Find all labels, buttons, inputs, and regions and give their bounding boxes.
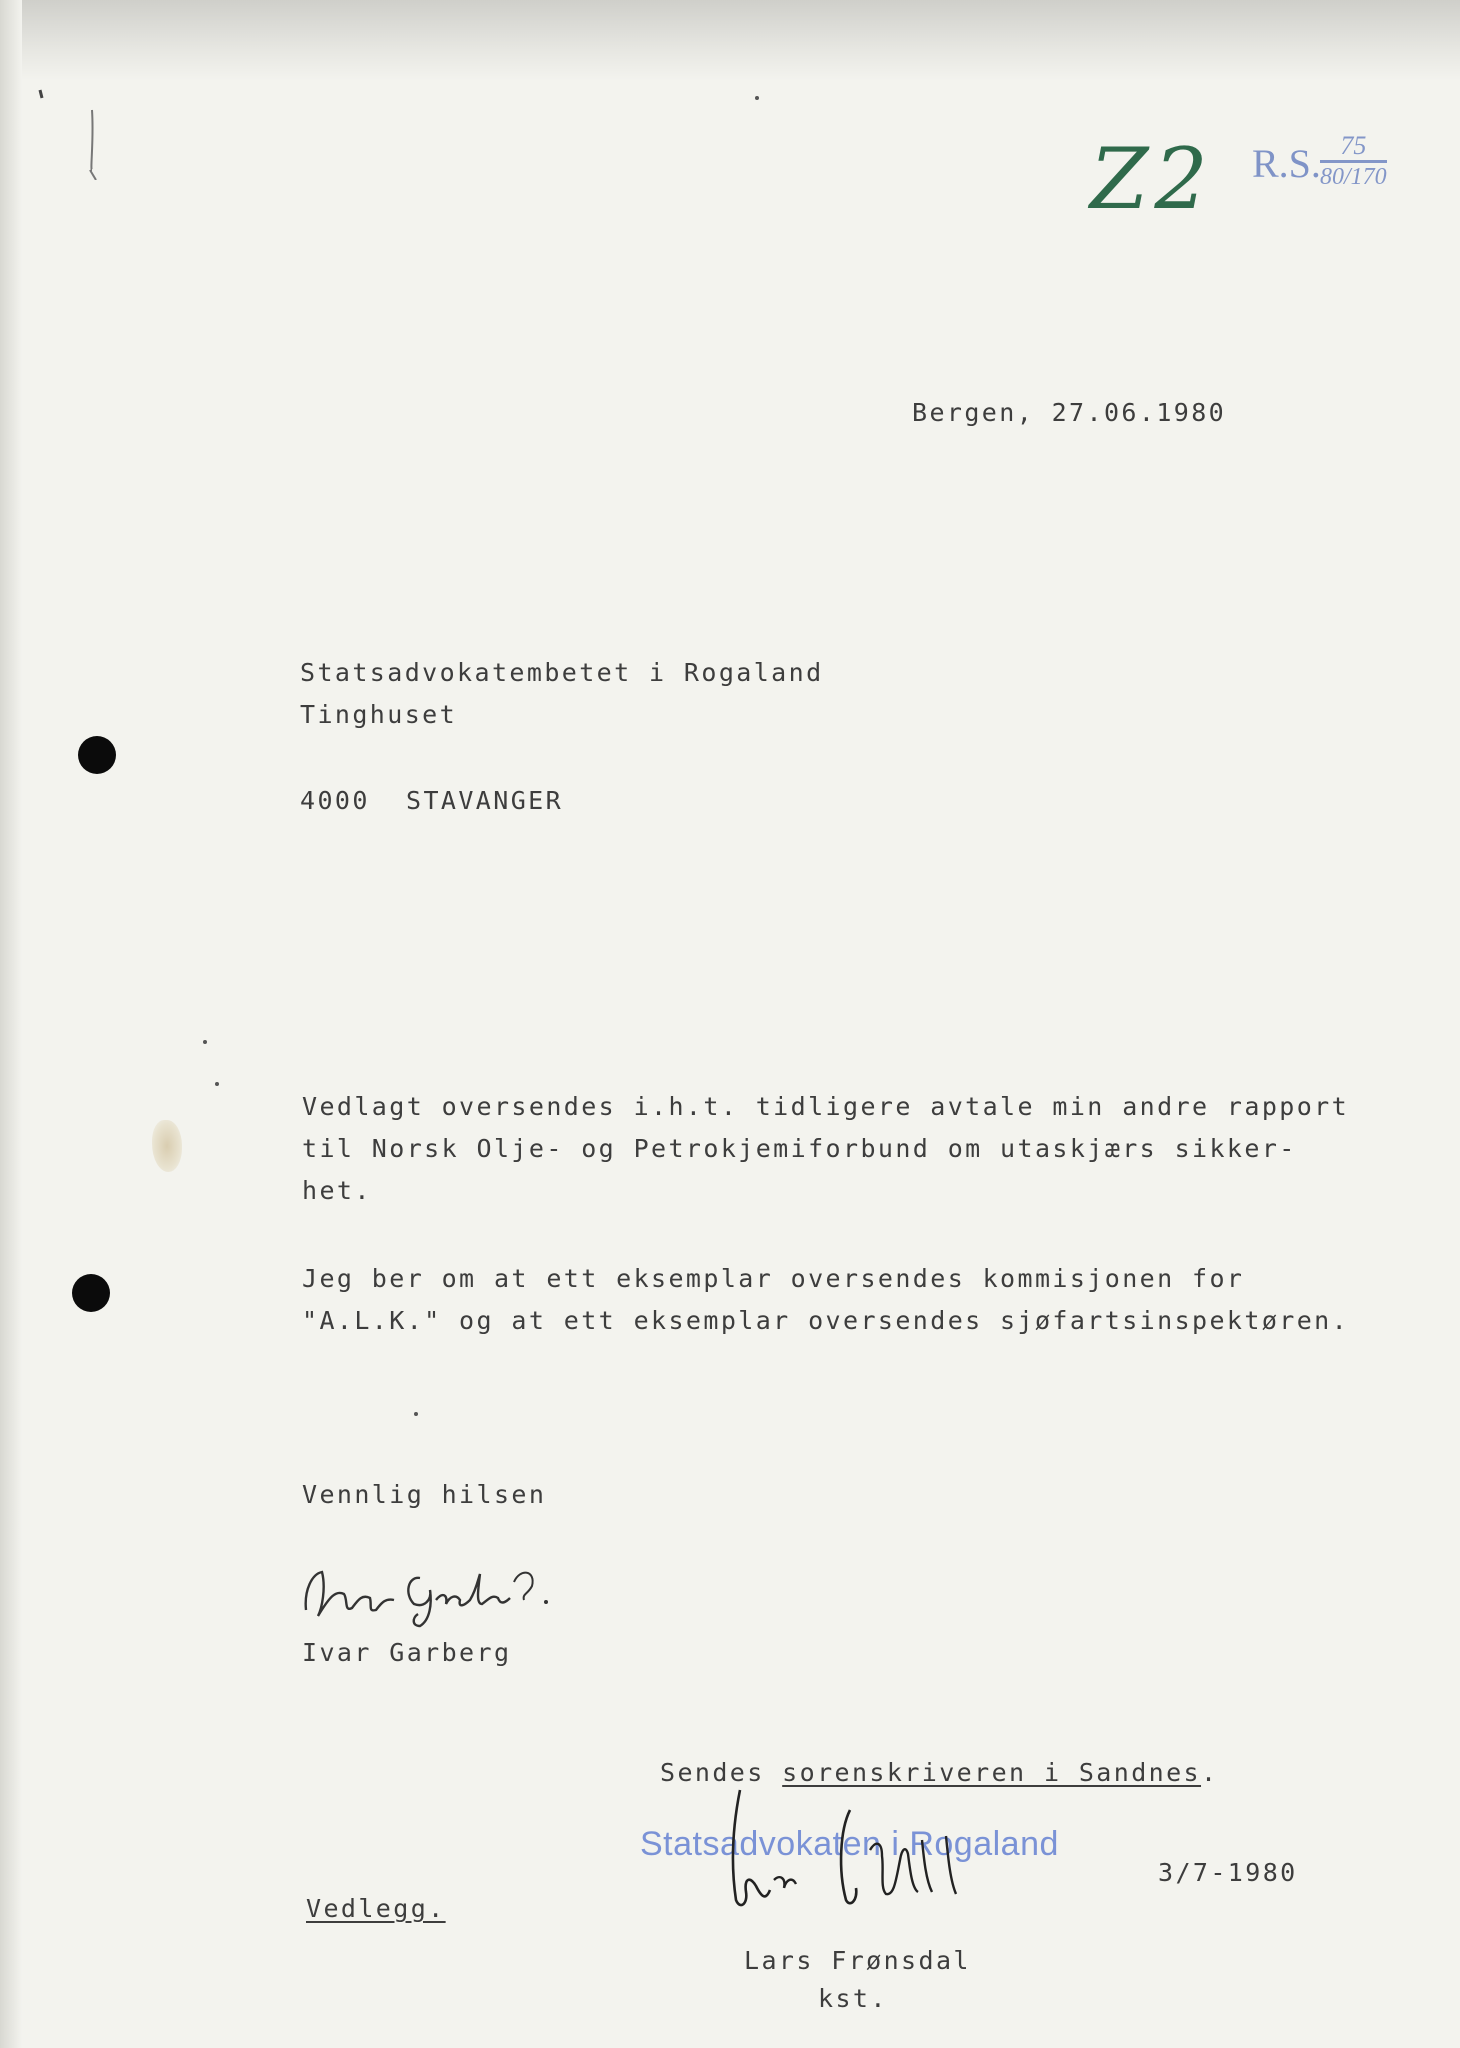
paper-speck	[414, 1412, 418, 1416]
scan-left-edge	[0, 0, 22, 2048]
paper-speck	[755, 96, 759, 100]
punch-hole	[72, 1274, 110, 1312]
body-line: "A.L.K." og at ett eksemplar oversendes sjøfartsinspektøren.	[302, 1306, 1350, 1335]
body-line: til Norsk Olje- og Petrokjemiforbund om utaskjærs sikker-	[302, 1134, 1297, 1163]
scan-top-shadow	[0, 0, 1460, 80]
signer-title: kst.	[818, 1984, 888, 2013]
register-number-mark	[1320, 132, 1387, 191]
sender-name: Ivar Garberg	[302, 1638, 512, 1667]
letter-date: Bergen, 27.06.1980	[912, 398, 1227, 427]
office-stamp: Statsadvokaten i Rogaland	[640, 1825, 1059, 1863]
register-numerator: 75	[1320, 132, 1387, 163]
body-line: Jeg ber om at ett eksemplar oversendes kommisjonen for	[302, 1264, 1245, 1293]
archive-number-mark: Z2	[1090, 130, 1214, 228]
register-prefix-mark: R.S.	[1252, 141, 1321, 186]
register-denominator: 80/170	[1320, 164, 1387, 190]
forwarding-recipient: sorenskriveren i Sandnes	[782, 1758, 1202, 1787]
recipient-postcode: 4000	[300, 786, 370, 815]
paper-speck	[215, 1082, 219, 1086]
punch-hole	[78, 736, 116, 774]
body-line: Vedlagt oversendes i.h.t. tidligere avtale min andre rapport	[302, 1092, 1350, 1121]
forwarding-date: 3/7-1980	[1158, 1858, 1298, 1887]
recipient-line-1: Statsadvokatembetet i Rogaland	[300, 658, 824, 687]
paper-speck	[203, 1040, 207, 1044]
signer-name: Lars Frønsdal	[744, 1946, 971, 1975]
forwarding-suffix: .	[1201, 1758, 1219, 1787]
recipient-line-2: Tinghuset	[300, 700, 458, 729]
signature-ivar-garberg	[300, 1560, 580, 1630]
forwarding-prefix: Sendes	[660, 1758, 783, 1787]
closing-greeting: Vennlig hilsen	[302, 1480, 547, 1509]
enclosure-label: Vedlegg.	[306, 1894, 446, 1923]
body-line: het.	[302, 1176, 372, 1205]
recipient-city: STAVANGER	[406, 786, 564, 815]
signature-lars-fronsdal	[700, 1780, 1010, 1930]
paper-stain	[152, 1120, 182, 1172]
staple-marks	[30, 70, 110, 180]
